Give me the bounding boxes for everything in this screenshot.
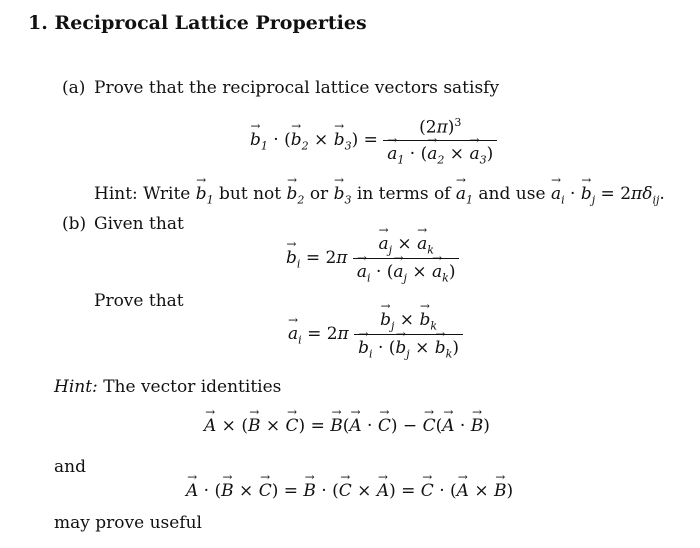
part-b-prove: Prove that <box>94 291 184 311</box>
problem-heading: 1. Reciprocal Lattice Properties <box>28 12 367 34</box>
part-b-given: Given that <box>94 214 184 234</box>
part-a-equation <box>250 116 497 166</box>
part-b-fraction-2: → $b_j$ × → $b_k$ → $b_i$ · (→ $b_j$ × → $b_k$) <box>354 310 463 361</box>
and-text: and <box>54 457 86 477</box>
part-b-equation-1: → $b_i = 2\pi$ → $a_j$ × → $a_k$ → $a_i$ · (→ $a_j$ × → $a_k$) <box>286 234 459 285</box>
part-b-fraction-1: → $a_j$ × → $a_k$ → $a_i$ · (→ $a_j$ × → $a_k$) <box>353 234 460 285</box>
part-a-statement: Prove that the reciprocal lattice vectors satisfy <box>94 78 500 98</box>
identity-2: → A · (→ B × → C) = → B · (→ C × → A) = → C · (→ A × → B) <box>186 481 513 501</box>
hint-text: The vector identities <box>103 377 282 397</box>
hint-label: Hint: <box>54 377 98 397</box>
part-a-label: (a) <box>62 78 86 98</box>
closing-text: may prove useful <box>54 513 202 533</box>
identity-1: → A × (→ B × → C) = → B(→ A · → C) − → C(→ A · → B) <box>204 416 490 436</box>
part-a-hint: Hint: Write → $b_1$ but not → $b_2$ or → $b_3$ in terms of → $a_1$ and use → $a_i$ · → $b_j = 2\pi\delta_{ij}$. <box>94 184 665 206</box>
part-b-label: (b) <box>62 214 87 234</box>
part-b-equation-2: → $a_i = 2\pi$ → $b_j$ × → $b_k$ → $b_i$ · (→ $b_j$ × → $b_k$) <box>288 310 463 361</box>
part-a-fraction: $(2\pi)^3$ → $a_1$ · (→ $a_2$ × → $a_3$) <box>383 116 497 166</box>
part-a-equation-lhs: → $b_1$ · (→ $b_2$ × → $b_3$) = <box>250 130 378 152</box>
hint-line <box>54 377 281 397</box>
